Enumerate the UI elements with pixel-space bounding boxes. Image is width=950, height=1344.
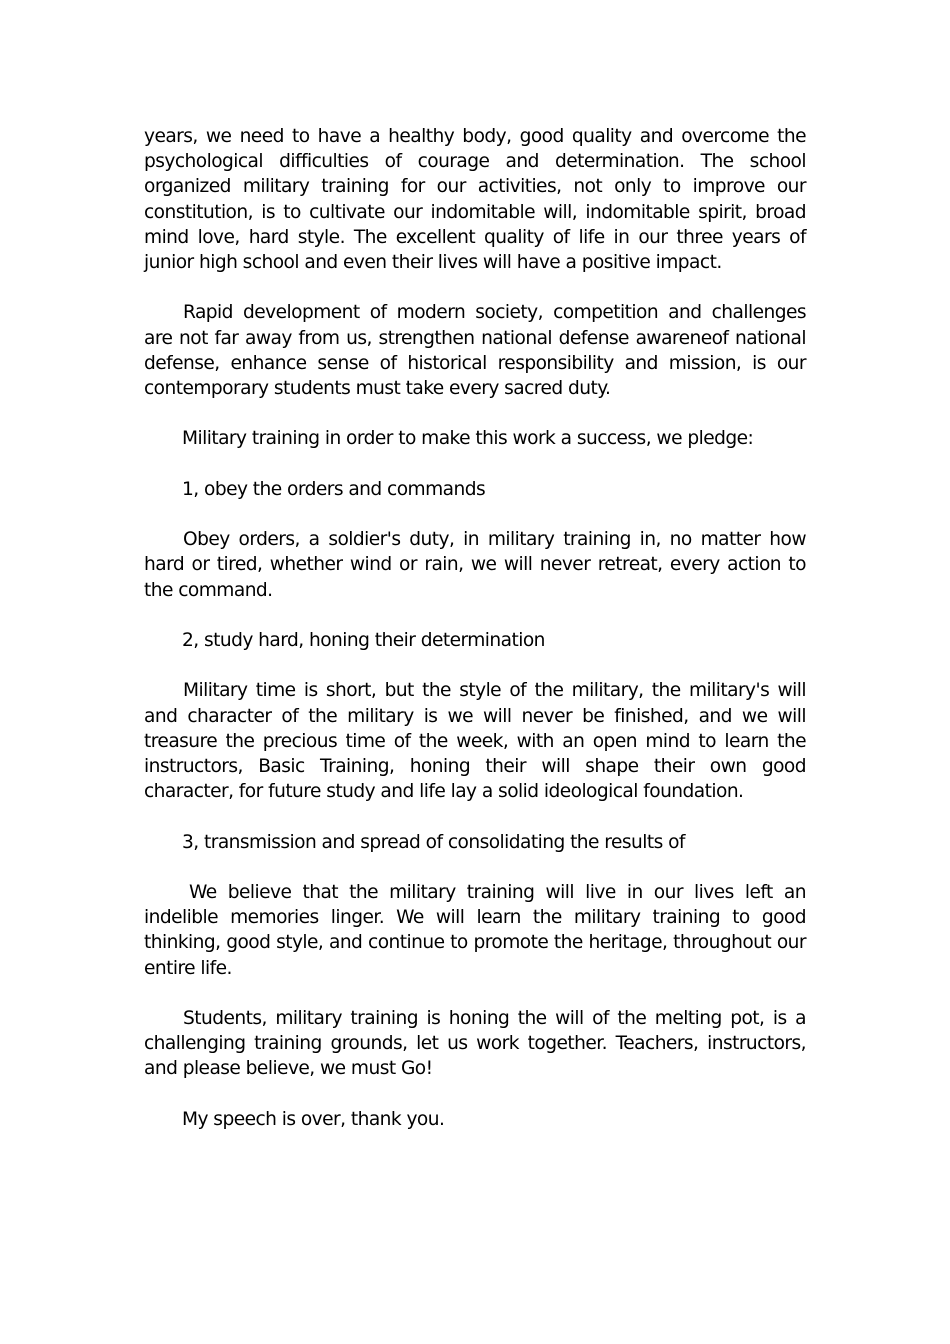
paragraph-we-believe: We believe that the military training will live in our lives left an indelible memories linger. We will learn the military training to good thinking, good style, and continue to promote the heritage, throughout our entire life. (144, 881, 806, 979)
paragraph-pledge-intro: Military training in order to make this work a success, we pledge: (182, 428, 754, 450)
paragraph-modern-society: Rapid development of modern society, competition and challenges are not far away from us, strengthen national defense awareneof national defense, enhance sense of historical responsibility and mission, is our contemporary students must take every sacred duty. (144, 302, 806, 400)
pledge-heading-3: 3, transmission and spread of consolidating the results of (182, 831, 685, 853)
paragraph-military-time: Military time is short, but the style of the military, the military's will and character of the military is we will never be finished, and we will treasure the precious time of the week, with an open mind to learn the instructors, Basic Training, honing their will shape their own good character, for future study and life lay a solid ideological foundation. (144, 680, 806, 803)
paragraph-obey-orders: Obey orders, a soldier's duty, in military training in, no matter how hard or tired, whether wind or rain, we will never retreat, every action to the command. (144, 529, 806, 601)
paragraph-health-quality: years, we need to have a healthy body, good quality and overcome the psychological difficulties of courage and determination. The school organized military training for our activities, not only to improve our constitution, is to cultivate our indomitable will, indomitable spirit, broad mind love, hard style. The excellent quality of life in our three years of junior high school and even their lives will have a positive impact. (144, 126, 806, 274)
paragraph-closing: My speech is over, thank you. (182, 1108, 445, 1130)
pledge-heading-2: 2, study hard, honing their determination (182, 629, 545, 651)
pledge-heading-1: 1, obey the orders and commands (182, 478, 486, 500)
paragraph-students-melting-pot: Students, military training is honing the will of the melting pot, is a challenging training grounds, let us work together. Teachers, instructors, and please believe, we must Go! (144, 1007, 806, 1080)
document-page (144, 124, 806, 1157)
